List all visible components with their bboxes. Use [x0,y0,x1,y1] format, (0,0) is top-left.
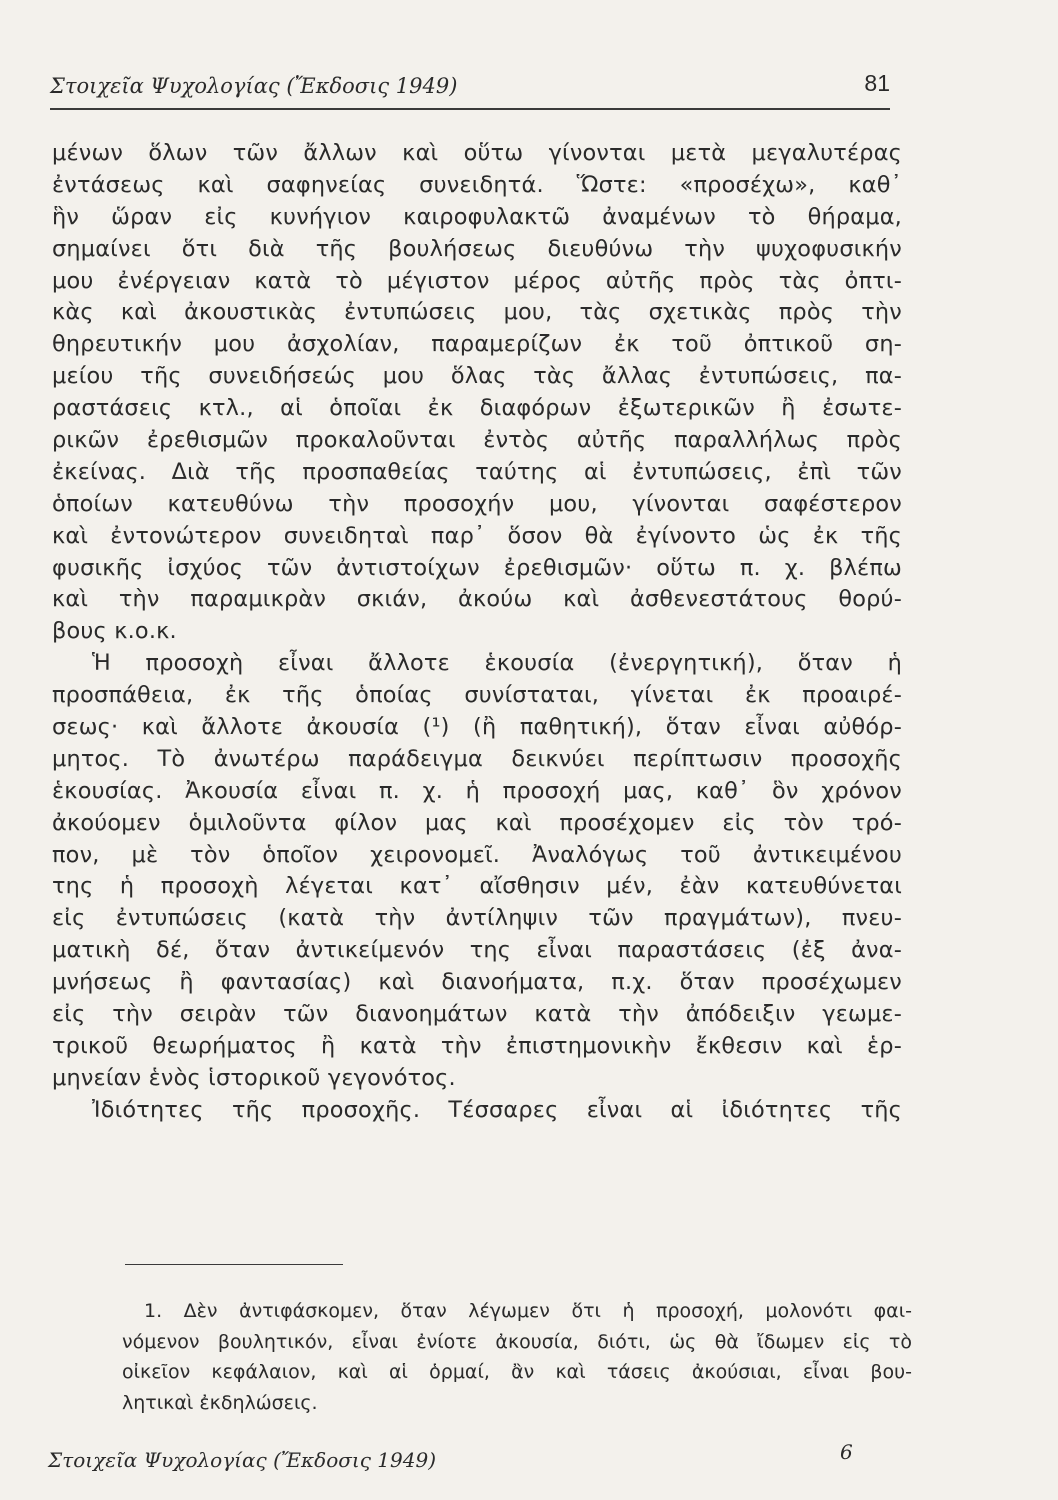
section-heading-line: Ἰδιότητες τῆς προσοχῆς. Τέσσαρες εἶναι αἱ ἰδιότητες τῆς [92,1096,902,1123]
text-line: ἣν ὥραν εἰς κυνήγιον καιροφυλακτῶ ἀναμένων τὸ θήραμα, [52,203,902,230]
footnote-line: οἰκεῖον κεφάλαιον, καὶ αἱ ὁρμαί, ἂν καὶ τάσεις ἀκούσιαι, εἶναι βου- [122,1361,912,1383]
footnote-line: 1. Δὲν ἀντιφάσκομεν, ὅταν λέγωμεν ὅτι ἡ προσοχή, μολονότι φαι- [144,1300,912,1322]
text-line: ἐντάσεως καὶ σαφηνείας συνειδητά. Ὥστε: «προσέχω», καθ᾿ [52,171,902,198]
footnote-line: νόμενον βουλητικόν, εἶναι ἐνίοτε ἀκουσία, διότι, ὡς θὰ ἴδωμεν εἰς τὸ [122,1330,912,1353]
text-line: ραστάσεις κτλ., αἱ ὁποῖαι ἐκ διαφόρων ἐξωτερικῶν ἢ ἐσωτε- [52,395,902,422]
text-line: μείου τῆς συνειδήσεώς μου ὅλας τὰς ἄλλας ἐντυπώσεις, πα- [52,363,902,390]
footer-running-title: Στοιχεῖα Ψυχολογίας (Ἔκδοσις 1949) [48,1448,436,1472]
text-line: θηρευτικήν μου ἀσχολίαν, παραμερίζων ἐκ τοῦ ὀπτικοῦ ση- [52,331,902,358]
text-line: μένων ὅλων τῶν ἄλλων καὶ οὕτω γίνονται μετὰ μεγαλυτέρας [52,140,902,166]
text-line: εἰς τὴν σειρὰν τῶν διανοημάτων κατὰ τὴν ἀπόδειξιν γεωμε- [52,1001,902,1028]
text-line: ἑκουσίας. Ἀκουσία εἶναι π. χ. ἡ προσοχή μας, καθ᾿ ὃν χρόνον [52,777,902,804]
footnote [122,1296,912,1418]
text-line: φυσικῆς ἰσχύος τῶν ἀντιστοίχων ἐρεθισμῶν· οὕτω π. χ. βλέπω [52,554,902,581]
text-line: καὶ τὴν παραμικρὰν σκιάν, ἀκούω καὶ ἀσθενεστάτους θορύ- [52,586,902,613]
page-header [50,68,890,110]
text-line: ἀκούομεν ὁμιλοῦντα φίλον μας καὶ προσέχομεν εἰς τὸν τρό- [52,809,902,836]
text-line: καὶ ἐντονώτερον συνειδηταὶ παρ᾿ ὅσον θὰ ἐγίνοντο ὡς ἐκ τῆς [52,522,902,549]
text-line: ρικῶν ἐρεθισμῶν προκαλοῦνται ἐντὸς αὐτῆς παραλλήλως πρὸς [52,427,902,454]
text-line: βους κ.ο.κ. [52,618,177,645]
signature-mark: 6 [840,1440,853,1464]
text-line: μητος. Τὸ ἀνωτέρω παράδειγμα δεικνύει περίπτωσιν προσοχῆς [52,745,902,772]
footnote-line: λητικαὶ ἐκδηλώσεις. [122,1391,318,1414]
text-line: εἰς ἐντυπώσεις (κατὰ τὴν ἀντίληψιν τῶν πραγμάτων), πνευ- [52,905,902,932]
text-line: μνήσεως ἢ φαντασίας) καὶ διανοήματα, π.χ. ὅταν προσέχωμεν [52,969,902,996]
text-line: σεως· καὶ ἄλλοτε ἀκουσία (¹) (ἢ παθητική), ὅταν εἶναι αὐθόρ- [52,714,902,741]
main-text [52,138,902,1127]
text-line: τρικοῦ θεωρήματος ἢ κατὰ τὴν ἐπιστημονικὴν ἔκθεσιν καὶ ἑρ- [52,1032,902,1059]
text-line: προσπάθεια, ἐκ τῆς ὁποίας συνίσταται, γίνεται ἐκ προαιρέ- [52,682,902,709]
running-title: Στοιχεῖα Ψυχολογίας (Ἔκδοσις 1949) [50,74,458,98]
text-line: πον, μὲ τὸν ὁποῖον χειρονομεῖ. Ἀναλόγως τοῦ ἀντικειμένου [52,841,902,868]
text-line: Ἡ προσοχὴ εἶναι ἄλλοτε ἑκουσία (ἐνεργητική), ὅταν ἡ [92,650,902,677]
text-line: μηνείαν ἑνὸς ἱστορικοῦ γεγονότος. [52,1064,456,1091]
text-line: ματικὴ δέ, ὅταν ἀντικείμενόν της εἶναι παραστάσεις (ἐξ ἀνα- [52,937,902,964]
footnote-divider [125,1264,343,1265]
text-line: σημαίνει ὅτι διὰ τῆς βουλήσεως διευθύνω τὴν ψυχοφυσικήν [52,235,902,262]
text-line: ἐκείνας. Διὰ τῆς προσπαθείας ταύτης αἱ ἐντυπώσεις, ἐπὶ τῶν [52,458,902,485]
text-line: ὁποίων κατευθύνω τὴν προσοχήν μου, γίνονται σαφέστερον [52,490,902,517]
text-line: της ἡ προσοχὴ λέγεται κατ᾿ αἴσθησιν μέν, ἐὰν κατευθύνεται [52,873,902,900]
text-line: μου ἐνέργειαν κατὰ τὸ μέγιστον μέρος αὐτῆς πρὸς τὰς ὀπτι- [52,267,902,294]
page-number: 81 [864,70,890,96]
text-line: κὰς καὶ ἀκουστικὰς ἐντυπώσεις μου, τὰς σχετικὰς πρὸς τὴν [52,299,902,326]
